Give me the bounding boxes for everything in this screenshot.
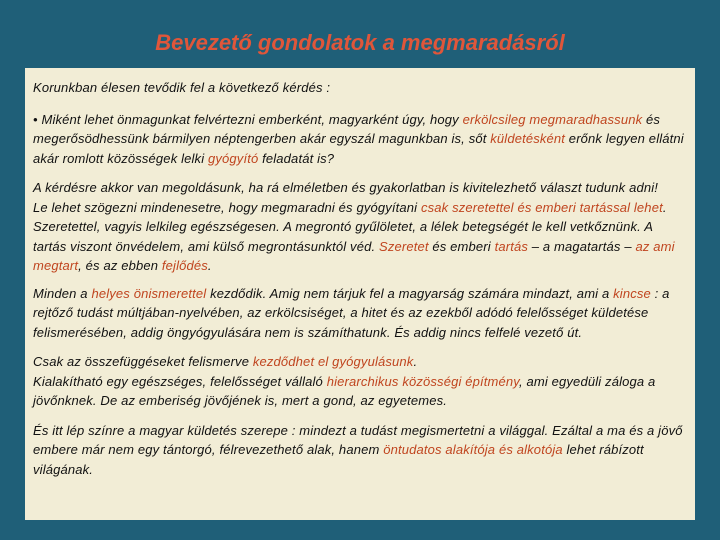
self-knowledge-paragraph: Minden a helyes önismerettel kezdődik. Amig nem tárjuk fel a magyarság számára mindazt, ami a kincse : a rejtőző tudást múltjában-nyelvében, az erkölcsiséget, a hitet és az ezekből adódó felelősséget küldetése felismerésében, addig öngyógyulására nem is számíthatunk. És addig nincs felfelé vezető út.: [33, 285, 670, 340]
highlight: hierarchikus közösségi építmény: [326, 373, 519, 389]
highlight: kincse: [613, 285, 651, 301]
highlight: az ami megtart: [33, 238, 675, 273]
highlight: csak szeretettel és emberi tartással lehet: [420, 199, 663, 215]
slide-title: Bevezető gondolatok a megmaradásról: [155, 30, 565, 55]
healing-paragraph: Csak az összefüggéseket felismerve kezdődhet el gyógyulásunk. Kialakítható egy egészséges, felelősséget vállaló hierarchikus közösségi építmény, ami egyedüli záloga a jövőnknek. De az emberiség jövőjének is, mert a gond, az egyetemes.: [33, 354, 656, 408]
highlight: öntudatos alakítója és alkotója: [383, 442, 563, 457]
highlight: gyógyító: [208, 150, 259, 166]
highlight: kezdődhet el gyógyulásunk: [252, 354, 414, 369]
content-box: [25, 68, 695, 520]
highlight: küldetésként: [490, 131, 566, 146]
intro-paragraph: Korunkban élesen tevődik fel a következő kérdés :: [33, 80, 331, 95]
question-paragraph: • Miként lehet önmagunkat felvértezni emberként, magyarként úgy, hogy erkölcsileg megmaradhassunk és megerősödhessünk bármilyen néptengerben akár egyszál magunkban is, sőt küldetésként erőnk legyen ellátni akár romlott közösségek lelki gyógyító feladatát is?: [33, 111, 684, 166]
highlight: helyes önismerettel: [91, 285, 207, 301]
highlight: erkölcsileg megmaradhassunk: [462, 111, 643, 127]
mission-paragraph: És itt lép színre a magyar küldetés szerepe : mindezt a tudást megismertetni a világgal. Ezáltal a ma és a jövő embere már nem egy tántorgó, félrevezethető alak, hanem öntudatos alakítója és alkotója lehet rábízott világának.: [33, 422, 683, 477]
answer-paragraph: A kérdésre akkor van megoldásunk, ha rá elméletben és gyakorlatban is kivitelezhető választ tudunk adni! Le lehet szögezni mindenesetre, hogy megmaradni és gyógyítani csak szeretettel és emberi tartással lehet. Szeretettel, vagyis lelkileg egészségesen. A megrontó gyűlöletet, a lélek betegségét le kell vetkőznünk. A tartás viszont önvédelem, ami külső megrontásunktól véd. Szeretet és emberi tartás – a magatartás – az ami megtart, és az ebben fejlődés.: [33, 180, 675, 273]
highlight: fejlődés: [161, 258, 208, 273]
highlight: Szeretet: [379, 238, 429, 254]
highlight: tartás: [494, 238, 528, 254]
